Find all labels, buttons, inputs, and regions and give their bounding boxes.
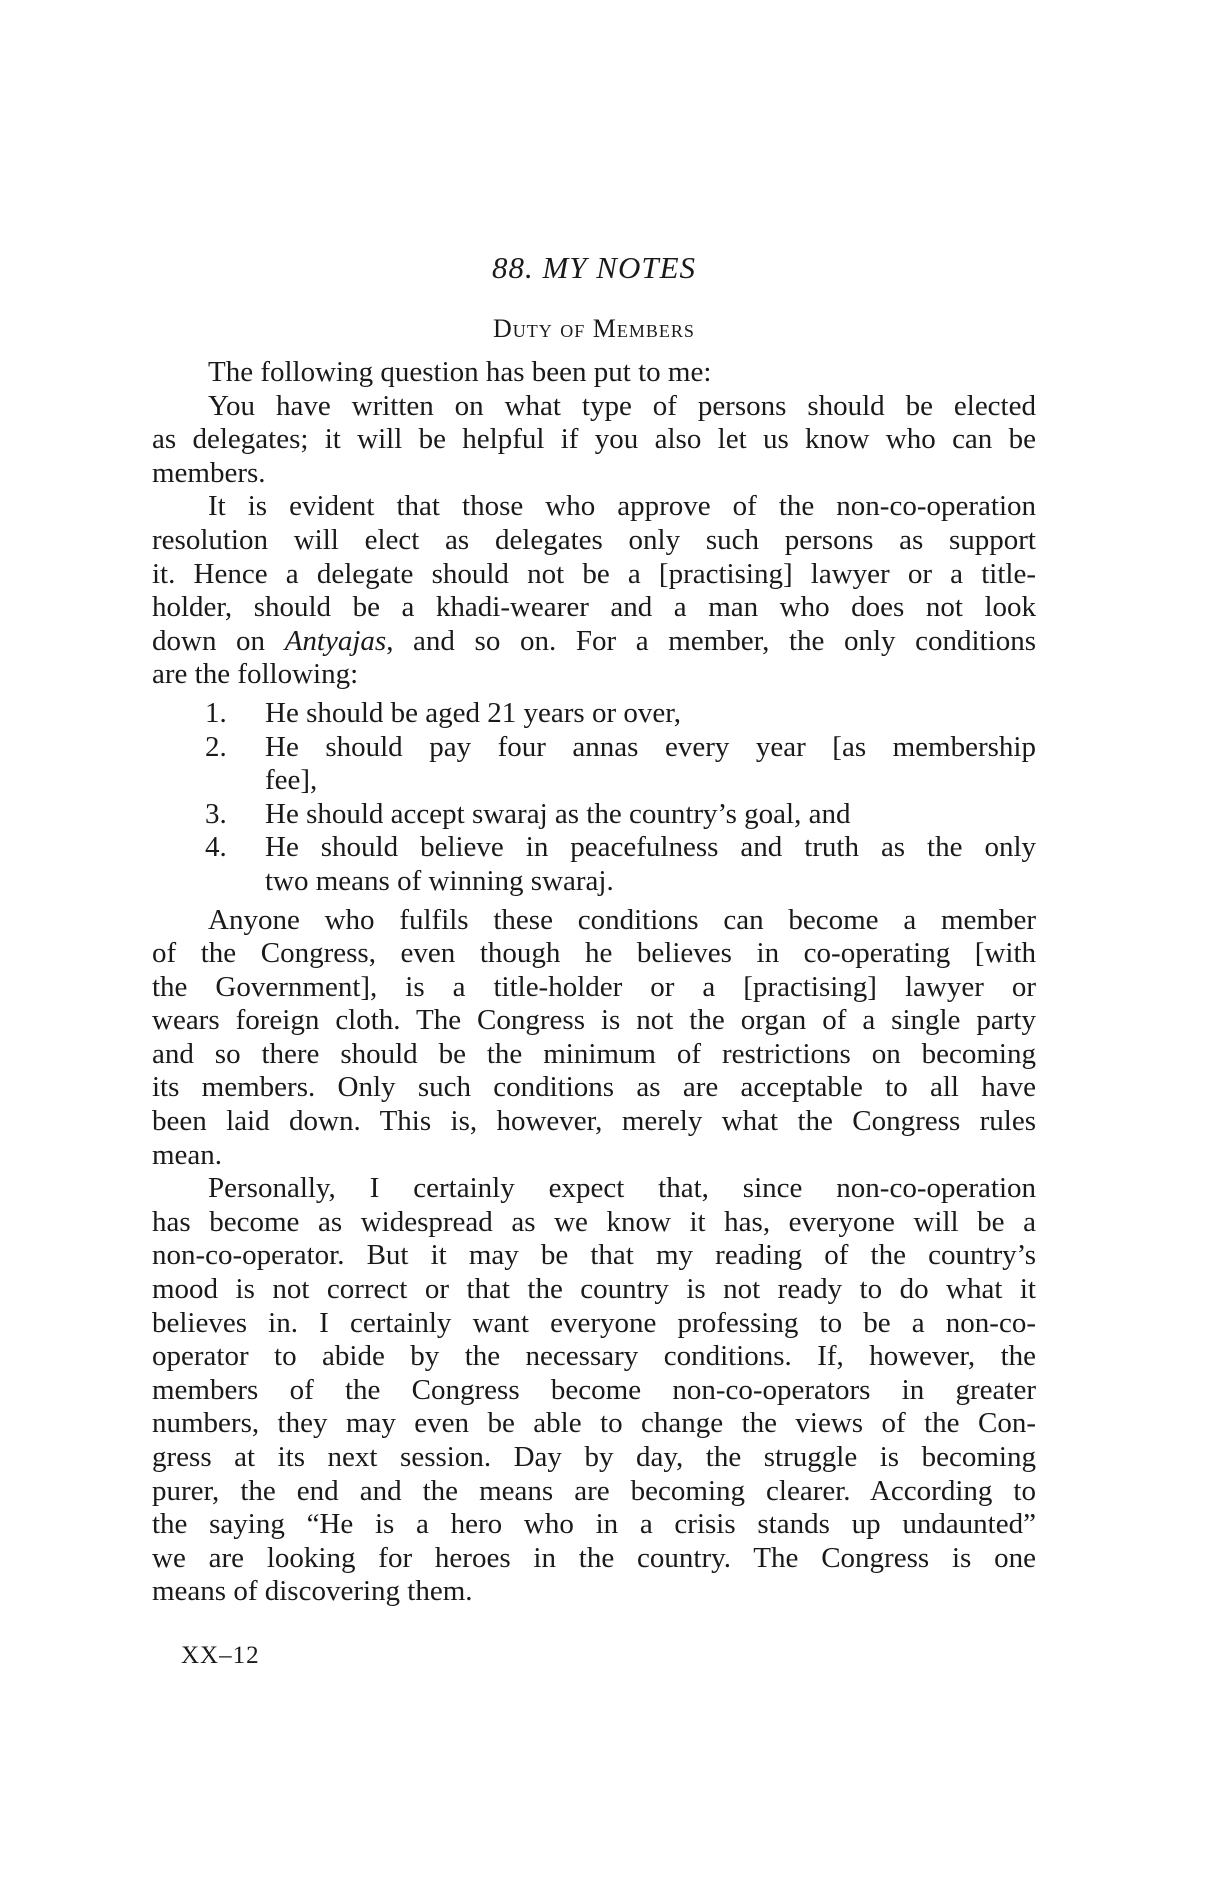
list-number: 3. xyxy=(205,797,227,830)
paragraph-line: holder, should be a khadi-wearer and a man who does not look xyxy=(152,591,1036,624)
paragraph-line: the saying “He is a hero who in a crisis stands up undaunted” xyxy=(152,1508,1036,1541)
paragraph-line: means of discovering them. xyxy=(152,1575,473,1608)
article-title: 88. MY NOTES xyxy=(491,250,697,285)
list-item xyxy=(152,865,1036,899)
watermark: CWMG - XX xyxy=(1009,583,1142,1297)
paragraph-line: Anyone who fulfils these conditions can become a member xyxy=(208,903,1036,936)
list-item xyxy=(152,731,1036,765)
paragraph-line: it. Hence a delegate should not be a [practising] lawyer or a title- xyxy=(152,557,1036,590)
paragraph-line: believes in. I certainly want everyone professing to be a non-co- xyxy=(152,1306,1036,1339)
list-item xyxy=(152,798,1036,832)
paragraph-line: of the Congress, even though he believes in co-operating [with xyxy=(152,937,1036,970)
list-text: two means of winning swaraj. xyxy=(265,864,614,897)
list-item xyxy=(152,697,1036,731)
list-text: He should be aged 21 years or over, xyxy=(265,696,681,729)
paragraph-line: Personally, I certainly expect that, since non-co-operation xyxy=(208,1172,1036,1205)
list-item xyxy=(152,764,1036,798)
paragraph-line: the Government], is a title-holder or a [practising] lawyer or xyxy=(152,970,1036,1003)
paragraph-line: members of the Congress become non-co-operators in greater xyxy=(152,1373,1036,1406)
paragraph-line: we are looking for heroes in the country. The Congress is one xyxy=(152,1541,1036,1574)
list-text: He should pay four annas every year [as membership xyxy=(265,730,1036,763)
paragraph-line: its members. Only such conditions as are acceptable to all have xyxy=(152,1071,1036,1104)
paragraph-line: has become as widespread as we know it has, everyone will be a xyxy=(152,1205,1036,1238)
paragraph-line: are the following: xyxy=(152,658,359,691)
list-text: He should accept swaraj as the country’s goal, and xyxy=(265,797,851,830)
list-number: 1. xyxy=(205,696,227,729)
paragraph-line: It is evident that those who approve of the non-co-operation xyxy=(208,490,1036,523)
list-item xyxy=(152,831,1036,865)
list-number: 2. xyxy=(205,730,227,763)
paragraph-line: operator to abide by the necessary conditions. If, however, the xyxy=(152,1340,1036,1373)
paragraph-line: down on Antyajas, and so on. For a member, the only conditions xyxy=(152,624,1036,657)
paragraph-line: mood is not correct or that the country is not ready to do what it xyxy=(152,1273,1036,1306)
section-heading: Duty of Members xyxy=(493,314,695,343)
paragraph-line: purer, the end and the means are becoming clearer. According to xyxy=(152,1474,1036,1507)
paragraph-line: as delegates; it will be helpful if you also let us know who can be xyxy=(152,423,1036,456)
paragraph-line: members. xyxy=(152,456,266,489)
article-body xyxy=(152,356,1036,1609)
italic-term: Antyajas xyxy=(284,624,387,657)
paragraph-line: non-co-operator. But it may be that my reading of the country’s xyxy=(152,1239,1036,1272)
paragraph-line: numbers, they may even be able to change the views of the Con- xyxy=(152,1407,1036,1440)
list-text: fee], xyxy=(265,764,318,797)
paragraph-line: and so there should be the minimum of restrictions on becoming xyxy=(152,1037,1036,1070)
paragraph-line: resolution will elect as delegates only such persons as support xyxy=(152,523,1036,556)
paragraph-line: The following question has been put to me: xyxy=(208,356,712,388)
list-text: He should believe in peacefulness and truth as the only xyxy=(265,831,1036,864)
paragraph-line: gress at its next session. Day by day, the struggle is becoming xyxy=(152,1441,1036,1473)
paragraph-line: been laid down. This is, however, merely what the Congress rules xyxy=(152,1105,1036,1138)
list-number: 4. xyxy=(205,831,227,864)
page-footer: XX–12 xyxy=(181,1642,260,1669)
paragraph-line: mean. xyxy=(152,1138,223,1171)
paragraph-line: You have written on what type of persons should be elected xyxy=(208,389,1036,422)
paragraph-line: wears foreign cloth. The Congress is not the organ of a single party xyxy=(152,1004,1036,1037)
